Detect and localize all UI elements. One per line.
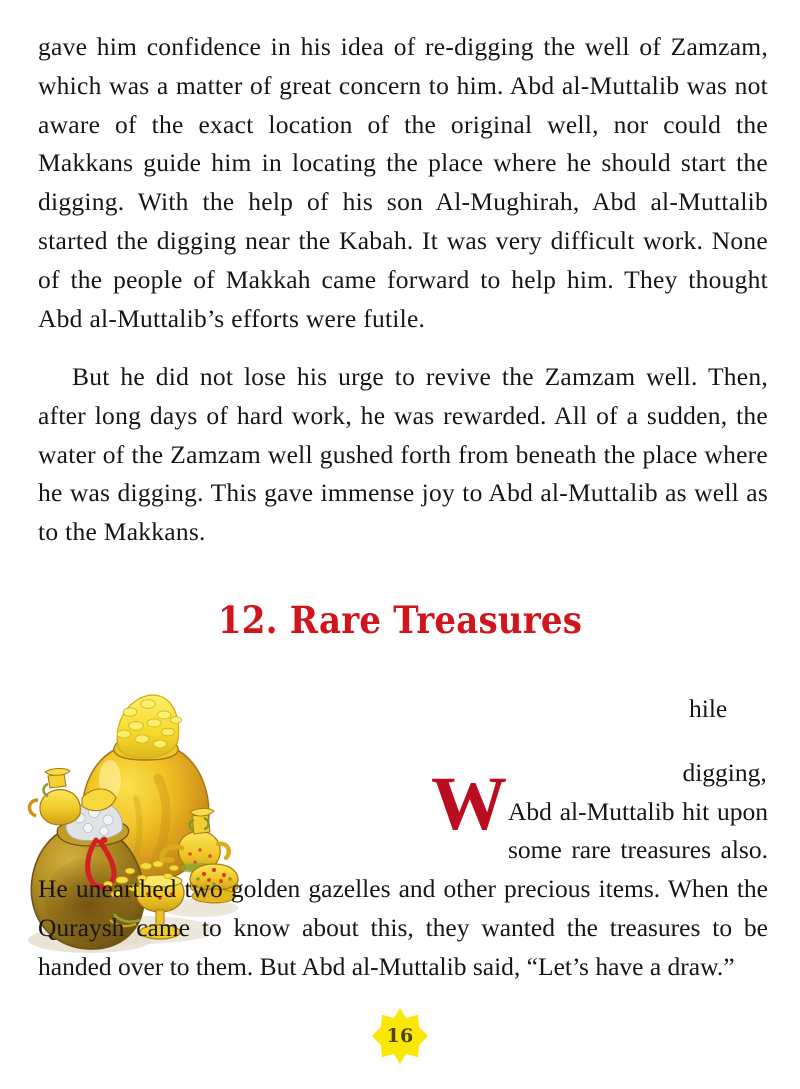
chapter-opening-text: hile digging, Abd al-Muttalib hit upon some rare treasures also. He unearthed two golden gazelles and other precious items. When the Quraysh came to know about this, they wanted the treasures to be handed over to them. But Abd al-Muttalib said, “Let’s have a draw.” [38, 694, 768, 981]
paragraph-two-block [38, 358, 768, 552]
paragraph-continued-block [38, 28, 768, 338]
chapter-opening-paragraph [38, 690, 768, 987]
chapter-opening-block [38, 690, 768, 981]
page-number-text: 16 [386, 1024, 414, 1047]
paragraph-continued: gave him confidence in his idea of re-digging the well of Zamzam, which was a matter of great concern to him. Abd al-Muttalib was not aware of the exact location of the original well, nor could the Makkans guide him in locating the place where he should start the digging. With the help of his son Al-Mughirah, Abd al-Muttalib started the digging near the Kabah. It was very difficult work. None of the people of Makkah came forward to help him. They thought Abd al-Muttalib’s efforts were futile. [38, 32, 768, 333]
page-number-badge [372, 1008, 428, 1064]
drop-cap-letter: W [431, 762, 507, 846]
paragraph-two: But he did not lose his urge to revive the Zamzam well. Then, after long days of hard work, he was rewarded. All of a sudden, the water of the Zamzam well gushed forth from beneath the place where he was digging. This gave immense joy to Abd al-Muttalib as well as to the Makkans. [38, 362, 768, 547]
chapter-heading: 12. Rare Treasures [217, 598, 583, 642]
